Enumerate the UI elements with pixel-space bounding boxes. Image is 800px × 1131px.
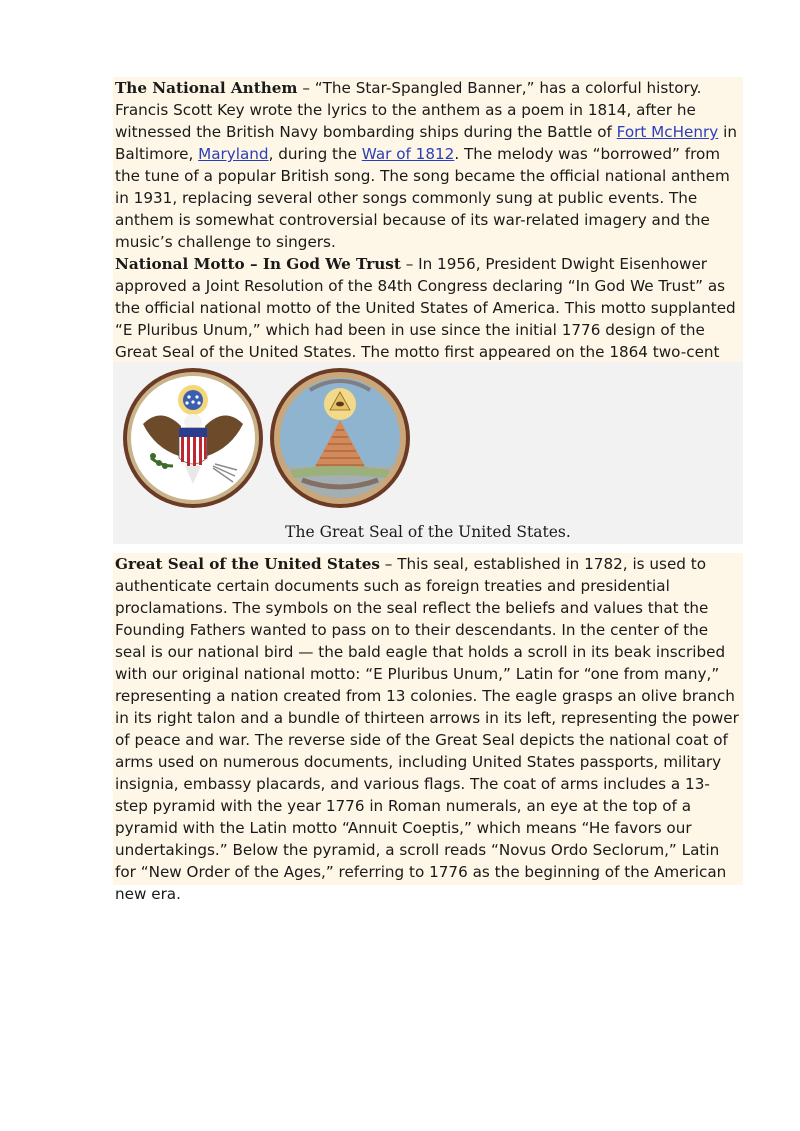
war-of-1812-link[interactable]: War of 1812 — [361, 145, 455, 163]
great-seal-reverse-image — [268, 366, 412, 510]
anthem-text-b: in Baltimore, — [115, 123, 737, 163]
great-seal-section — [113, 553, 743, 903]
anthem-paragraph — [115, 77, 741, 253]
maryland-link[interactable]: Maryland — [198, 145, 269, 163]
anthem-text-a: – “The Star-Spangled Banner,” has a colorful history. Francis Scott Key wrote the lyrics to the anthem as a poem in 1814, after he witnessed the British Navy bombarding ships during the Battle of — [115, 79, 702, 141]
anthem-motto-section — [113, 77, 743, 362]
figure-caption: The Great Seal of the United States. — [285, 523, 571, 541]
anthem-text-d: . The melody was “borrowed” from the tune of a popular British song. The song became the official national anthem in 1931, replacing several other songs commonly sung at public events. The anthem is somewhat controversial because of its war-related imagery and the music’s challenge to singers. — [115, 145, 730, 251]
great-seal-text: – This seal, established in 1782, is used to authenticate certain documents such as foreign treaties and presidential proclamations. The symbols on the seal reflect the beliefs and values that the Founding Fathers wanted to pass on to their descendants. In the center of the seal is our national bird — the bald eagle that holds a scroll in its beak inscribed with our original national motto: “E Pluribus Unum,” Latin for “one from many,” representing a nation created from 13 colonies. The eagle grasps an olive branch in its right talon and a bundle of thirteen arrows in its left, representing the power of peace and war. The reverse side of the Great Seal depicts the national coat of arms used on numerous documents, including United States passports, military insignia, embassy placards, and various flags. The coat of arms includes a 13-step pyramid with the year 1776 in Roman numerals, an eye at the top of a pyramid with the Latin motto “Annuit Coeptis,” which means “He favors our undertakings.” Below the pyramid, a scroll reads “Novus Ordo Seclorum,” Latin for “New Order of the Ages,” referring to 1776 as the beginning of the American new era. — [115, 555, 739, 903]
motto-text: – In 1956, President Dwight Eisenhower approved a Joint Resolution of the 84th Congress declaring “In God We Trust” as the official national motto of the United States of America. This motto supplanted “E Pluribus Unum,” which had been in use since the initial 1776 design of the Great Seal of the United States. The motto first appeared on the 1864 two-cent — [115, 255, 736, 361]
anthem-term: The National Anthem — [115, 79, 298, 97]
fort-mchenry-link[interactable]: Fort McHenry — [616, 123, 719, 141]
anthem-text-c: , during the — [268, 145, 362, 163]
great-seal-term: Great Seal of the United States — [115, 555, 380, 573]
great-seal-obverse-image — [121, 366, 265, 510]
motto-term: National Motto – In God We Trust — [115, 255, 401, 273]
great-seal-paragraph — [115, 553, 741, 905]
great-seal-figure — [113, 362, 743, 544]
